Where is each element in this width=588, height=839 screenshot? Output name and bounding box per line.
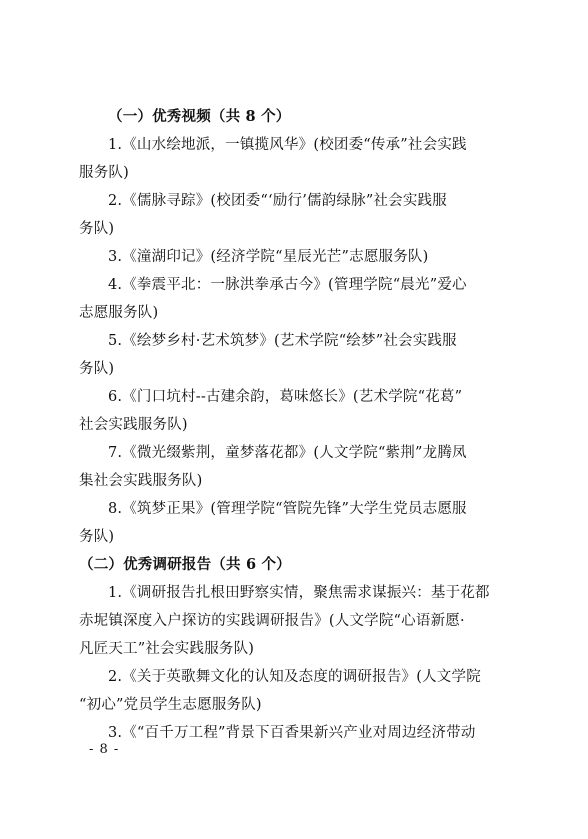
section-heading-videos: （一）优秀视频（共 8 个） (108, 108, 291, 125)
list-item-line: 2.《儒脉寻踪》(校团委“‘励行’儒韵绿脉”社会实践服 (108, 193, 447, 209)
list-item-line: 集社会实践服务队) (79, 473, 203, 489)
list-item-line: 3.《“百千万工程”背景下百香果新兴产业对周边经济带动 (108, 725, 476, 741)
list-item-line: 服务队) (79, 165, 129, 181)
list-item-line: 7.《微光缀紫荆，童梦落花都》(人文学院“紫荆”龙腾凤 (108, 445, 467, 461)
document-body (79, 103, 516, 747)
list-item-line: 赤坭镇深度入户探访的实践调研报告》(人文学院“心语新愿· (79, 613, 465, 629)
list-item-line: 社会实践服务队) (79, 417, 188, 433)
page-number: - 8 - (89, 742, 120, 757)
list-item-line: 4.《拳震平北：一脉洪拳承古今》(管理学院“晨光”爱心 (108, 277, 467, 293)
list-item-line: 3.《潼湖印记》(经济学院“星辰光芒”志愿服务队) (108, 249, 429, 265)
list-item-line: 务队) (79, 221, 115, 237)
list-item-line: 6.《门口坑村--古建余韵，葛味悠长》(艺术学院“花葛” (108, 389, 463, 405)
list-item-line: 1.《调研报告扎根田野察实情，聚焦需求谋振兴：基于花都 (108, 585, 490, 601)
list-item-line: 1.《山水绘地派，一镇揽风华》(校团委“传承”社会实践 (108, 137, 467, 153)
list-item-line: 2.《关于英歌舞文化的认知及态度的调研报告》(人文学院 (108, 669, 481, 685)
section-heading-reports: （二）优秀调研报告（共 6 个） (79, 556, 291, 573)
list-item-line: 凡匠天工”社会实践服务队) (79, 641, 255, 657)
list-item-line: 5.《绘梦乡村·艺术筑梦》(艺术学院“绘梦”社会实践服 (108, 333, 457, 349)
list-item-line: 务队) (79, 361, 115, 377)
list-item-line: 务队) (79, 529, 115, 545)
list-item-line: 8.《筑梦正果》(管理学院“管院先锋”大学生党员志愿服 (108, 501, 467, 517)
list-item-line: “初心”党员学生志愿服务队) (79, 697, 262, 713)
list-item-line: 志愿服务队) (79, 305, 159, 321)
